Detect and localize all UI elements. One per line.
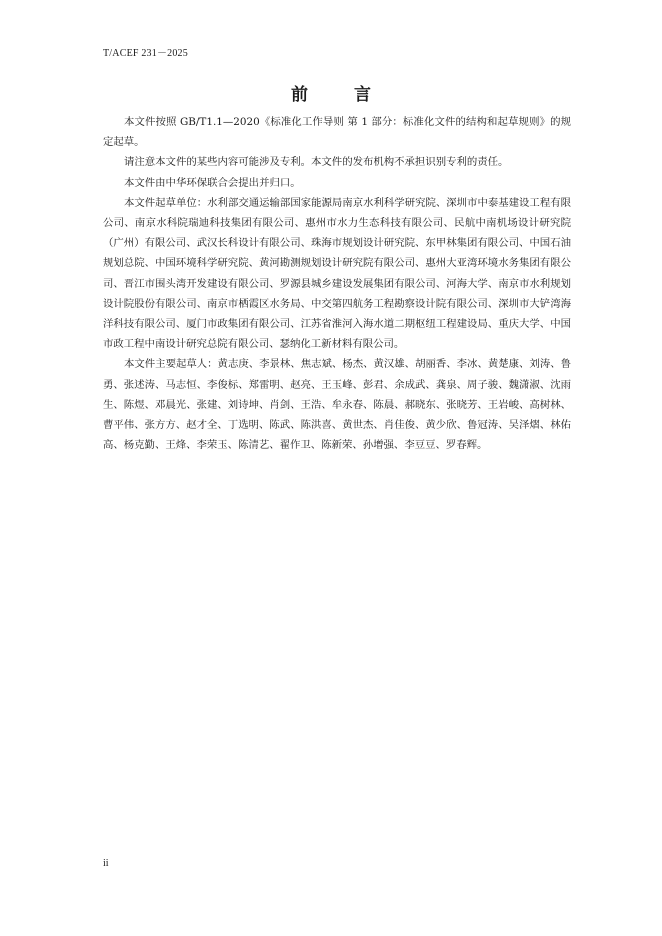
document-code: T/ACEF 231－2025 bbox=[103, 48, 188, 59]
page-number: ii bbox=[103, 858, 109, 869]
paragraph-main-drafters: 本文件主要起草人：黄志庚、李景林、焦志斌、杨杰、黄汉雄、胡丽香、李冰、黄楚康、刘涛、鲁勇、张述涛、马志恒、李俊标、郑雷明、赵亮、王玉峰、彭君、余成武、龚泉、周子骏、魏潇淑、沈雨生、陈煜、邓晨光、张建、刘诗坤、肖剑、王浩、牟永春、陈晨、郝晓东、张晓芳、王岩峻、高树林、曹平伟、张方方、赵才全、丁选明、陈武、陈洪喜、黄世杰、肖佳俊、黄少欣、鲁冠涛、吴泽熠、林佑高、杨克勤、王烽、李荣玉、陈清艺、翟作卫、陈新荣、孙增强、李豆豆、罗春辉。 bbox=[103, 358, 571, 452]
paragraph-patent-notice: 请注意本文件的某些内容可能涉及专利。本文件的发布机构不承担识别专利的责任。 bbox=[124, 156, 509, 169]
paragraph-proposer: 本文件由中华环保联合会提出并归口。 bbox=[124, 176, 301, 189]
foreword-body bbox=[103, 112, 571, 455]
paragraph-drafting-organizations: 本文件起草单位：水利部交通运输部国家能源局南京水利科学研究院、深圳市中泰基建设工程有限公司、南京水科院瑞迪科技集团有限公司、惠州市水力生态科技有限公司、民航中南机场设计研究院（广州）有限公司、武汉长科设计有限公司、珠海市规划设计研究院、东甲林集团有限公司、中国石油规划总院、中国环境科学研究院、黄河勘测规划设计研究院有限公司、惠州大亚湾环境水务集团有限公司、晋江市围头湾开发建设有限公司、罗源县城乡建设发展集团有限公司、河海大学、南京市水利规划设计院股份有限公司、南京市栖霞区水务局、中交第四航务工程勘察设计院有限公司、深圳市大铲湾海洋科技有限公司、厦门市政集团有限公司、江苏省淮河入海水道二期枢纽工程建设局、重庆大学、中国市政工程中南设计研究总院有限公司、瑟纳化工新材料有限公司。 bbox=[103, 196, 571, 351]
paragraph-standard-basis: 本文件按照 GB/T1.1—2020《标准化工作导则 第 1 部分：标准化文件的结构和起草规则》的规定起草。 bbox=[103, 116, 571, 149]
page-title: 前 言 bbox=[291, 85, 391, 105]
